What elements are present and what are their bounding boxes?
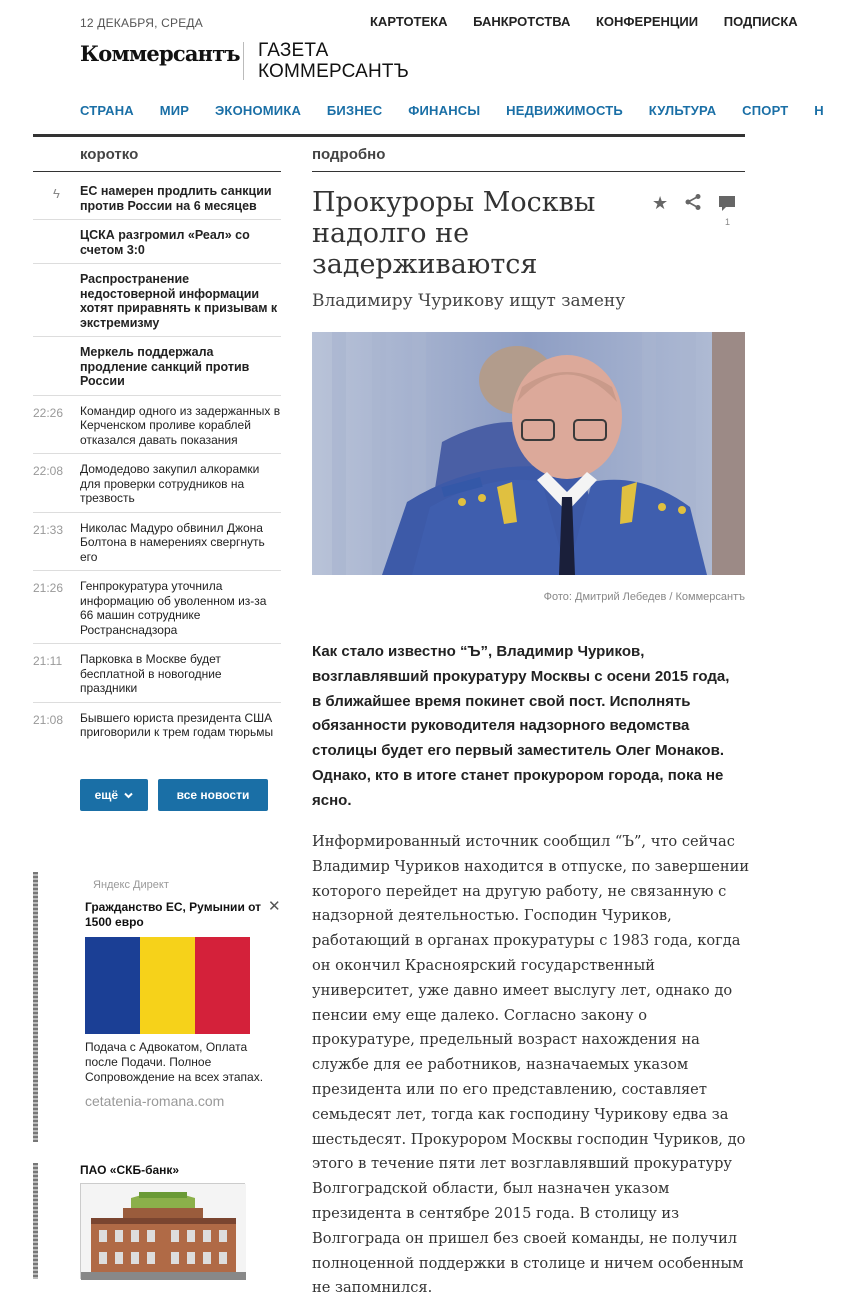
bank-building-image[interactable] [80, 1183, 245, 1279]
article-headline: Прокуроры Москвы надолго не задерживаются [312, 187, 596, 280]
news-text: Командир одного из задержанных в Керченском проливе кораблей отказался давать показания [80, 403, 281, 447]
newspaper-title[interactable] [258, 40, 409, 82]
bank-ad-title[interactable]: ПАО «СКБ-банк» [80, 1163, 180, 1177]
main-nav [80, 103, 846, 118]
comment-count: 1 [725, 217, 731, 227]
news-text: ЕС намерен продлить санкции против России на 6 месяцев [80, 184, 272, 213]
article-body: Информированный источник сообщил “Ъ”, что сейчас Владимир Чуриков находится в отпуске, по завершении которого перейдет на другую работу, не связанную с надзорной деятельностью. Господин Чуриков, работающий в органах прокуратуры с 1983 года, когда он окончил Красноярский государственный университет, уже давно имеет выслугу лет, однако до пенсии ему еще далеко. Согласно закону о прокуратуре, предельный возраст нахождения на службе для ее работников, назначаемых указом президента или по его представлению, составляет семьдесят лет, тогда как господину Чурикову едва за шестьдесят. Прокурором Москвы господин Чуриков, до этого в течение пяти лет возглавлявший прокуратуру Волгоградской области, был назначен указом президента в сентябре 2015 года. В столицу из Волгограда он пришел без своей команды, не получил полноценной поддержки в столице и ничем особенным не запомнился. [312, 833, 750, 1297]
top-link-conferences[interactable]: КОНФЕРЕНЦИИ [596, 14, 699, 29]
top-links [370, 14, 820, 29]
article-subheadline: Владимиру Чурикову ищут замену [312, 291, 626, 311]
ad-source[interactable]: Яндекс Директ [93, 879, 169, 891]
header-date: 12 ДЕКАБРЯ, СРЕДА [80, 16, 203, 30]
news-item[interactable] [33, 703, 281, 746]
news-time: 21:33 [33, 522, 64, 537]
top-link-bankruptcy[interactable]: БАНКРОТСТВА [473, 14, 571, 29]
news-item[interactable] [33, 454, 281, 513]
close-icon[interactable]: ✕ [268, 898, 281, 915]
photo-caption: Фото: Дмитрий Лебедев / Коммерсантъ [543, 591, 745, 603]
article-photo[interactable] [312, 332, 745, 575]
nav-item-economy[interactable]: ЭКОНОМИКА [214, 103, 302, 118]
news-item[interactable] [33, 571, 281, 644]
news-text: Генпрокуратура уточнила информацию об уволенном из-за 66 машин сотруднике Ространснадзора [80, 579, 267, 637]
news-item[interactable] [33, 644, 281, 703]
more-news-label: ещё [94, 788, 119, 802]
news-time: 21:26 [33, 581, 64, 595]
nav-item-realty[interactable]: НЕДВИЖИМОСТЬ [506, 103, 623, 118]
news-item[interactable] [33, 513, 281, 572]
news-item[interactable] [33, 220, 281, 264]
all-news-button[interactable]: все новости [158, 779, 268, 811]
newspaper-title-line1: ГАЗЕТА [258, 40, 329, 61]
newspaper-title-line2: КОММЕРСАНТЪ [258, 61, 409, 82]
ad-url[interactable]: cetatenia-romana.com [85, 1093, 225, 1109]
news-item[interactable] [33, 396, 281, 455]
ad-title[interactable]: Гражданство ЕС, Румынии от 1500 евро [85, 900, 262, 929]
share-icon[interactable] [684, 193, 702, 211]
section-title-short: коротко [80, 146, 139, 163]
news-time: 22:26 [33, 405, 64, 420]
flag-stripe-yellow [140, 937, 195, 1034]
lightning-icon: ϟ [53, 186, 60, 201]
ad-marker [33, 872, 38, 1142]
news-text: Парковка в Москве будет бесплатной в новогодние праздники [80, 652, 222, 695]
nav-item-world[interactable]: МИР [159, 103, 190, 118]
nav-item-country[interactable]: СТРАНА [80, 103, 134, 118]
news-text: Николас Мадуро обвинил Джона Болтона в намерениях свергнуть его [80, 520, 265, 564]
ad-text[interactable]: Подача с Адвокатом, Оплата после Подачи. Полное Сопровождение на всех этапах. [85, 1040, 264, 1084]
section-divider-left [33, 171, 281, 172]
chevron-down-icon [124, 792, 133, 799]
news-time: 21:11 [33, 654, 63, 668]
news-item[interactable] [33, 264, 281, 337]
site-logo[interactable]: Коммерсантъ [80, 41, 240, 66]
news-text: Домодедово закупил алкорамки для проверки сотрудников на трезвость [80, 462, 260, 505]
header-divider [33, 134, 745, 137]
news-feed [33, 176, 281, 746]
news-time: 21:08 [33, 712, 64, 727]
news-text: Меркель поддержала продление санкций против России [80, 345, 250, 388]
flag-stripe-red [195, 937, 250, 1034]
nav-item-business[interactable]: БИЗНЕС [326, 103, 383, 118]
top-link-subscription[interactable]: ПОДПИСКА [723, 14, 798, 29]
article-lead: Как стало известно “Ъ”, Владимир Чуриков, возглавлявший прокуратуру Москвы с осени 2015 года, в ближайшее время покинет свой пост. Исполнять обязанности руководителя надзорного ведомства столицы будет его первый заместитель Олег Монаков. Однако, кто в итоге станет прокурором города, пока не ясно. [312, 643, 730, 809]
flag-stripe-blue [85, 937, 140, 1034]
comment-icon[interactable] [718, 195, 736, 213]
nav-item-more[interactable]: Н [814, 103, 824, 118]
section-title-detailed: подробно [312, 146, 386, 163]
nav-item-culture[interactable]: КУЛЬТУРА [648, 103, 717, 118]
news-text: Бывшего юриста президента США приговорили к трем годам тюрьмы [80, 710, 274, 739]
news-item[interactable] [33, 176, 281, 220]
news-item[interactable] [33, 337, 281, 396]
nav-item-sport[interactable]: СПОРТ [742, 103, 789, 118]
news-time: 22:08 [33, 464, 64, 478]
ad-marker [33, 1163, 38, 1279]
section-divider-right [312, 171, 745, 172]
article-tools [652, 193, 742, 233]
logo-divider [243, 42, 244, 80]
top-link-kartoteka[interactable]: КАРТОТЕКА [370, 14, 448, 29]
more-news-button[interactable] [80, 779, 148, 811]
news-text: Распространение недостоверной информации хотят приравнять к призывам к экстремизму [80, 272, 278, 330]
ad-image-romania-flag[interactable] [85, 937, 250, 1034]
nav-item-finance[interactable]: ФИНАНСЫ [408, 103, 481, 118]
bookmark-star-icon[interactable]: ★ [652, 193, 669, 213]
news-text: ЦСКА разгромил «Реал» со счетом 3:0 [80, 228, 250, 257]
